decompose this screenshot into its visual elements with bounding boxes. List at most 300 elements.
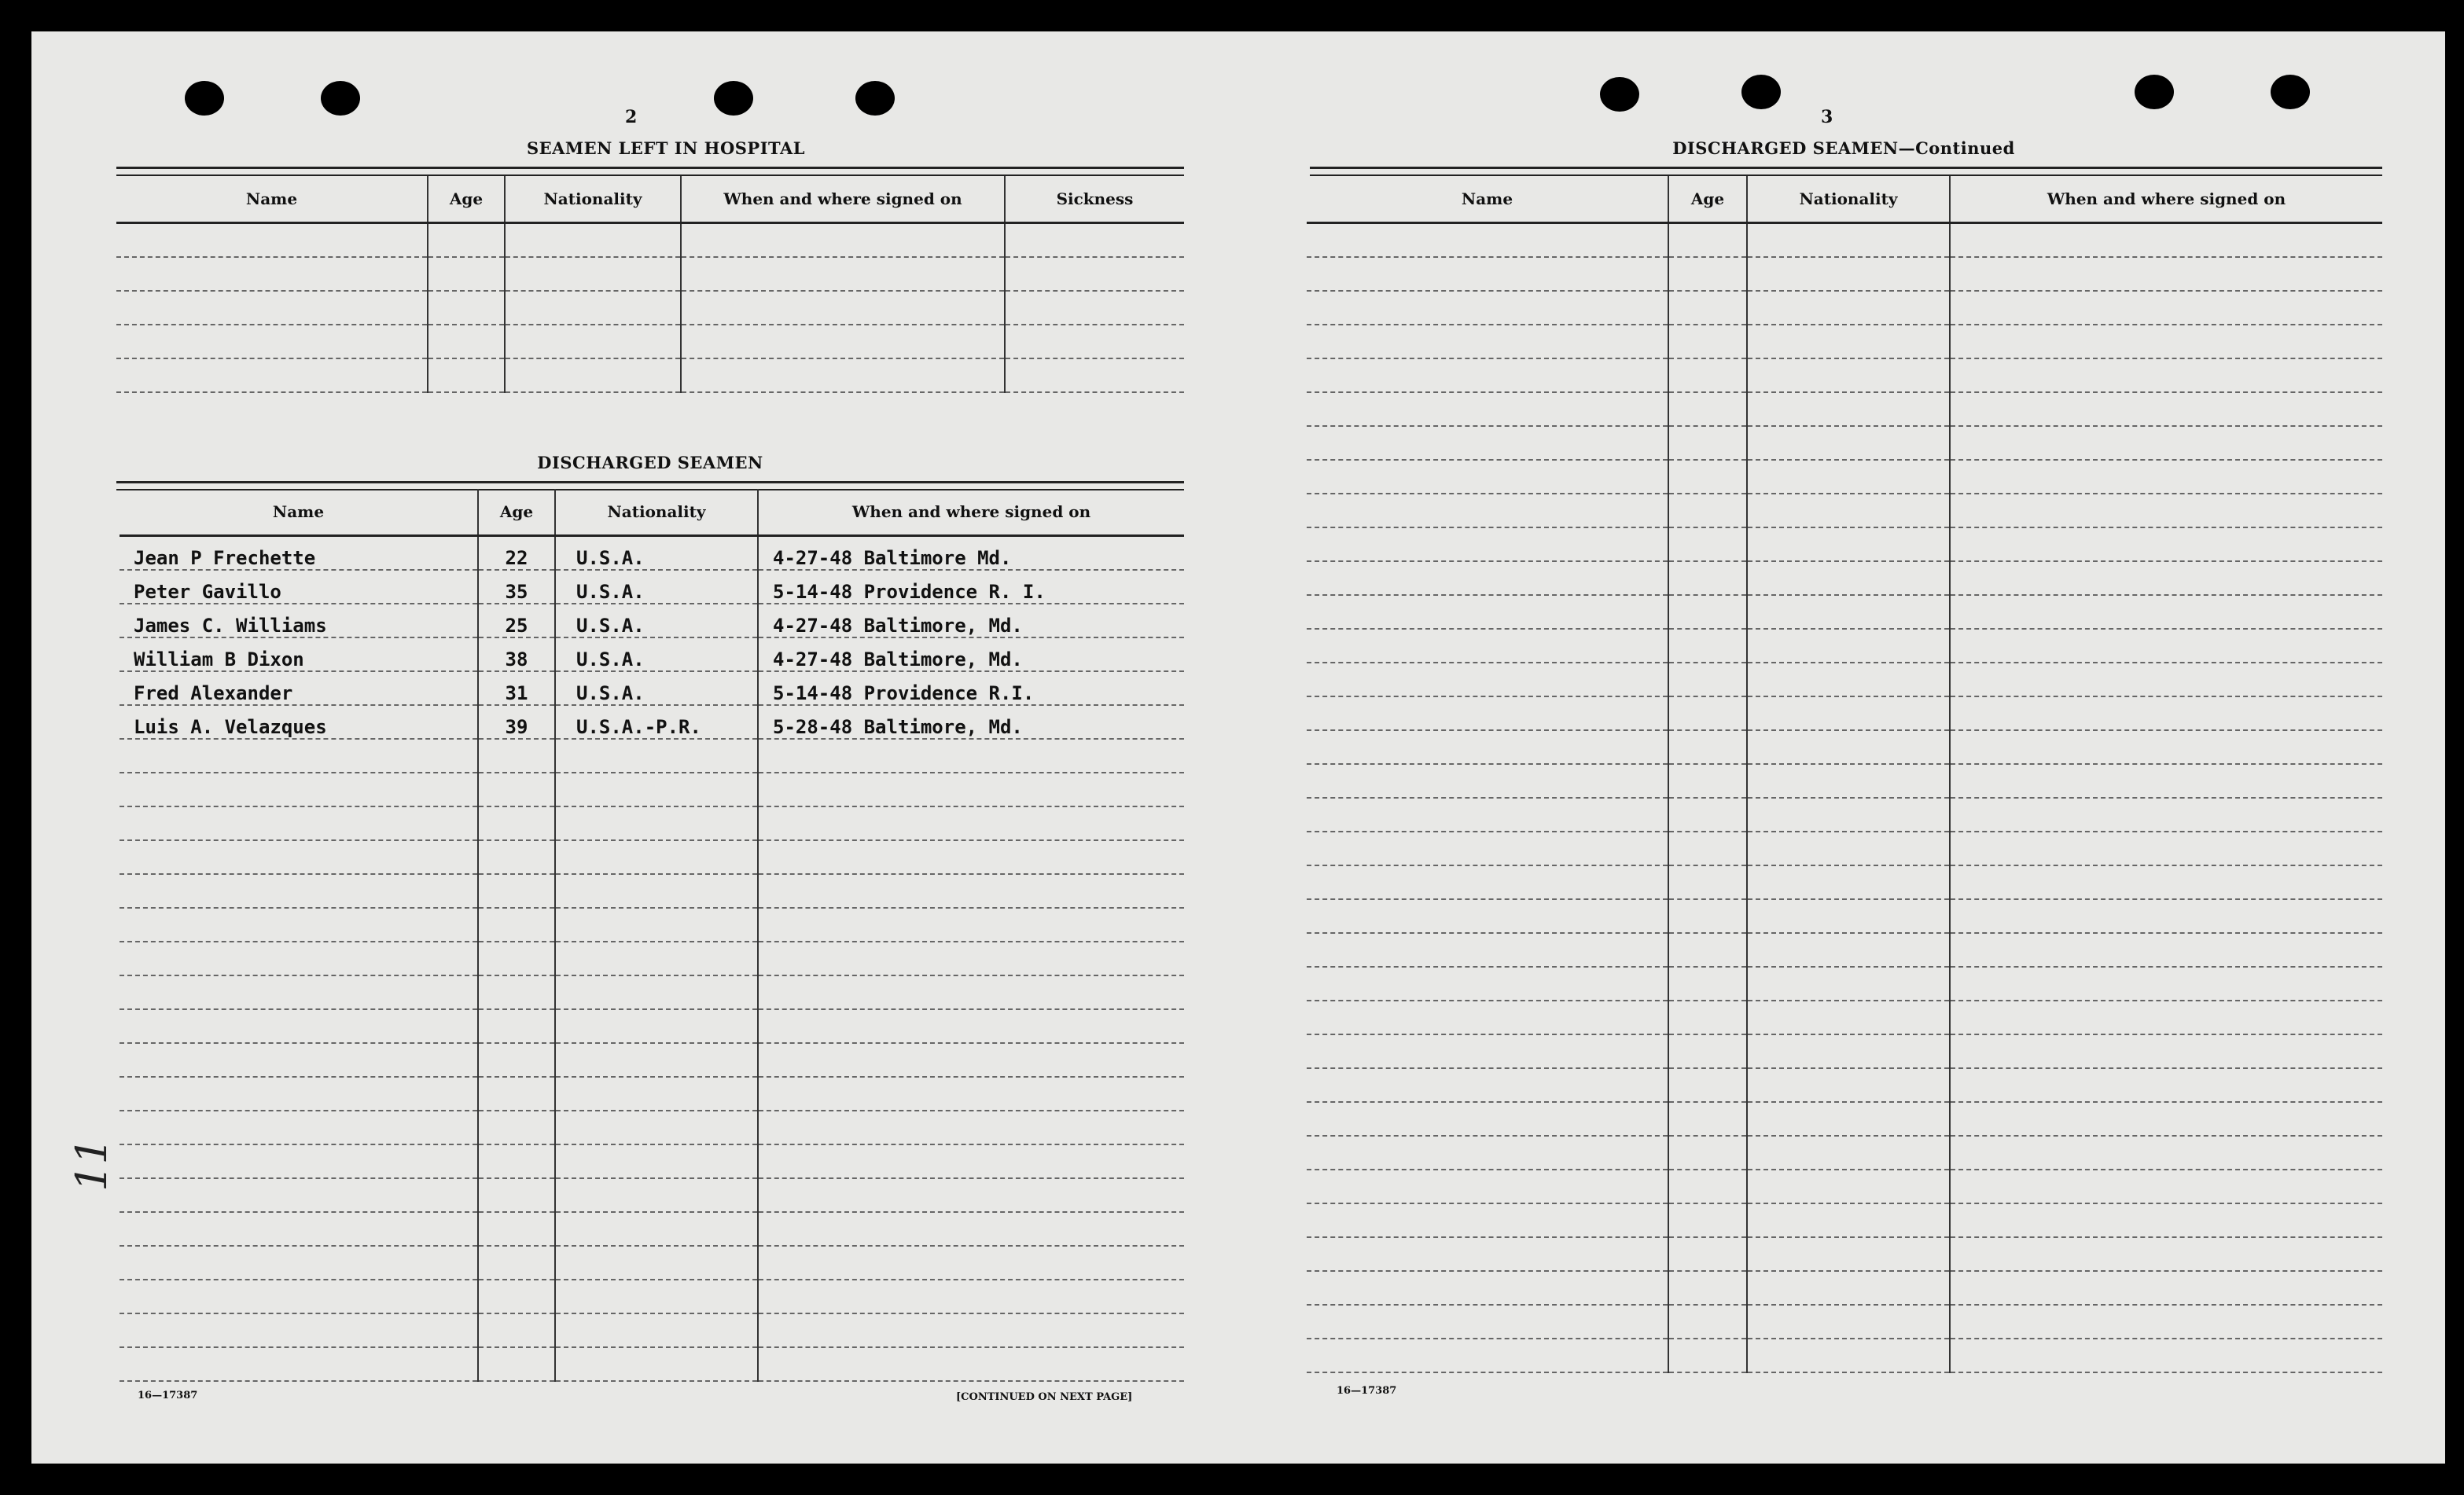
punch-hole <box>1741 75 1781 109</box>
age-cell <box>1668 1305 1747 1339</box>
name-cell <box>1307 561 1668 595</box>
punch-hole <box>714 81 753 116</box>
table-row <box>1307 832 2382 865</box>
age-cell <box>1668 832 1747 865</box>
name-cell <box>120 1280 478 1313</box>
signed-on-cell <box>758 1043 1184 1077</box>
name-cell <box>1307 1001 1668 1034</box>
name-cell: James C. Williams <box>120 604 478 637</box>
age-cell <box>1668 291 1747 325</box>
nationality-cell <box>1747 663 1950 696</box>
age-cell <box>1668 1170 1747 1203</box>
hospital-row <box>116 223 1184 258</box>
signed-on-cell <box>1950 933 2382 967</box>
signed-on-cell <box>1950 494 2382 527</box>
name-cell <box>120 1043 478 1077</box>
name-cell: Peter Gavillo <box>120 570 478 604</box>
signed-on-cell <box>681 291 1005 325</box>
table-row <box>1307 1271 2382 1305</box>
signed-on-cell <box>758 908 1184 942</box>
name-cell <box>1307 527 1668 561</box>
age-cell <box>1668 358 1747 392</box>
signed-on-cell <box>1950 1136 2382 1170</box>
col-header-signed-on: When and where signed on <box>758 489 1184 536</box>
nationality-cell <box>555 1043 758 1077</box>
name-cell <box>120 773 478 806</box>
nationality-cell <box>505 358 681 392</box>
name-cell <box>1307 291 1668 325</box>
nationality-cell <box>1747 1001 1950 1034</box>
name-cell <box>120 1178 478 1212</box>
nationality-cell <box>555 975 758 1009</box>
signed-on-cell <box>758 874 1184 908</box>
age-cell <box>1668 527 1747 561</box>
name-cell <box>1307 1102 1668 1136</box>
age-cell <box>1668 392 1747 426</box>
signed-on-cell <box>758 1280 1184 1313</box>
table-row <box>1307 561 2382 595</box>
name-cell <box>1307 798 1668 832</box>
nationality-cell <box>1747 1203 1950 1237</box>
signed-on-cell <box>1950 358 2382 392</box>
signed-on-cell <box>1950 663 2382 696</box>
signed-on-cell <box>1950 1203 2382 1237</box>
name-cell <box>120 1077 478 1111</box>
discharged-header-row <box>120 489 1184 536</box>
age-cell <box>428 223 505 258</box>
age-cell <box>478 1111 555 1144</box>
nationality-cell <box>1747 764 1950 798</box>
age-cell <box>1668 426 1747 460</box>
nationality-cell <box>1747 1170 1950 1203</box>
signed-on-cell <box>1950 1305 2382 1339</box>
signed-on-cell: 4-27-48 Baltimore Md. <box>758 536 1184 571</box>
table-row <box>120 705 1184 739</box>
name-cell <box>1307 257 1668 291</box>
name-cell <box>120 908 478 942</box>
col-header-sickness: Sickness <box>1005 176 1184 223</box>
nationality-cell <box>1747 460 1950 494</box>
signed-on-cell <box>1950 1034 2382 1068</box>
table-row <box>1307 730 2382 764</box>
signed-on-cell <box>758 1178 1184 1212</box>
col-header-age: Age <box>1668 176 1747 223</box>
table-row <box>1307 426 2382 460</box>
age-cell: 35 <box>478 570 555 604</box>
name-cell <box>1307 1068 1668 1102</box>
name-cell <box>120 942 478 975</box>
signed-on-cell <box>1950 291 2382 325</box>
name-cell <box>120 975 478 1009</box>
table-row <box>1307 967 2382 1001</box>
nationality-cell <box>1747 426 1950 460</box>
age-cell <box>428 358 505 392</box>
table-row <box>120 1246 1184 1280</box>
signed-on-cell <box>1950 426 2382 460</box>
signed-on-cell: 5-28-48 Baltimore, Md. <box>758 705 1184 739</box>
name-cell: Luis A. Velazques <box>120 705 478 739</box>
section-rule <box>116 167 1184 176</box>
name-cell <box>1307 1305 1668 1339</box>
signed-on-cell <box>758 1347 1184 1381</box>
table-row <box>1307 1068 2382 1102</box>
age-cell <box>1668 865 1747 899</box>
signed-on-cell <box>1950 460 2382 494</box>
age-cell <box>478 942 555 975</box>
table-row <box>1307 223 2382 258</box>
age-cell <box>478 840 555 874</box>
name-cell <box>1307 426 1668 460</box>
nationality-cell <box>555 1212 758 1246</box>
signed-on-cell <box>681 325 1005 358</box>
nationality-cell <box>1747 933 1950 967</box>
name-cell <box>1307 832 1668 865</box>
hospital-row <box>116 257 1184 291</box>
col-header-signed-on: When and where signed on <box>1950 176 2382 223</box>
age-cell <box>1668 764 1747 798</box>
col-header-signed-on: When and where signed on <box>681 176 1005 223</box>
name-cell <box>120 1347 478 1381</box>
age-cell <box>1668 494 1747 527</box>
nationality-cell: U.S.A. <box>555 671 758 705</box>
table-row <box>1307 1237 2382 1271</box>
discharged-table <box>120 489 1184 1382</box>
nationality-cell: U.S.A.-P.R. <box>555 705 758 739</box>
signed-on-cell <box>758 942 1184 975</box>
table-row <box>1307 325 2382 358</box>
name-cell <box>1307 899 1668 933</box>
margin-handwritten-mark: 11 <box>66 1137 116 1192</box>
table-row <box>120 1347 1184 1381</box>
table-row <box>1307 798 2382 832</box>
nationality-cell <box>555 739 758 773</box>
col-header-age: Age <box>478 489 555 536</box>
age-cell <box>1668 798 1747 832</box>
name-cell <box>1307 865 1668 899</box>
signed-on-cell <box>1950 865 2382 899</box>
nationality-cell <box>1747 1339 1950 1372</box>
signed-on-cell <box>758 975 1184 1009</box>
table-row <box>120 1111 1184 1144</box>
age-cell <box>1668 223 1747 258</box>
name-cell <box>120 840 478 874</box>
table-row <box>1307 1102 2382 1136</box>
table-row <box>1307 663 2382 696</box>
nationality-cell <box>1747 1136 1950 1170</box>
nationality-cell <box>555 1313 758 1347</box>
nationality-cell <box>1747 1305 1950 1339</box>
col-header-nationality: Nationality <box>555 489 758 536</box>
discharged-section-title: DISCHARGED SEAMEN <box>537 453 763 472</box>
table-row <box>1307 865 2382 899</box>
signed-on-cell <box>1950 730 2382 764</box>
nationality-cell <box>1747 1237 1950 1271</box>
table-row <box>120 942 1184 975</box>
age-cell <box>478 975 555 1009</box>
signed-on-cell <box>758 773 1184 806</box>
age-cell: 25 <box>478 604 555 637</box>
nationality-cell <box>1747 1271 1950 1305</box>
name-cell: William B Dixon <box>120 637 478 671</box>
name-cell <box>120 1246 478 1280</box>
table-row <box>1307 460 2382 494</box>
signed-on-cell <box>1950 798 2382 832</box>
table-row <box>120 1313 1184 1347</box>
name-cell <box>120 1144 478 1178</box>
sickness-cell <box>1005 257 1184 291</box>
age-cell <box>478 1280 555 1313</box>
nationality-cell <box>1747 798 1950 832</box>
age-cell <box>428 325 505 358</box>
name-cell <box>1307 663 1668 696</box>
document-sheet <box>31 31 2445 1464</box>
signed-on-cell <box>1950 561 2382 595</box>
name-cell <box>1307 1271 1668 1305</box>
signed-on-cell <box>758 1111 1184 1144</box>
name-cell <box>1307 933 1668 967</box>
name-cell <box>1307 494 1668 527</box>
name-cell <box>1307 1136 1668 1170</box>
name-cell <box>120 1009 478 1043</box>
hospital-row <box>116 358 1184 392</box>
signed-on-cell: 5-14-48 Providence R. I. <box>758 570 1184 604</box>
name-cell <box>116 223 428 258</box>
table-row <box>1307 696 2382 730</box>
nationality-cell <box>1747 832 1950 865</box>
name-cell <box>120 1313 478 1347</box>
signed-on-cell <box>1950 696 2382 730</box>
table-row <box>1307 764 2382 798</box>
table-row <box>120 773 1184 806</box>
age-cell <box>1668 1034 1747 1068</box>
table-row <box>1307 1001 2382 1034</box>
age-cell <box>1668 1068 1747 1102</box>
name-cell: Jean P Frechette <box>120 536 478 571</box>
signed-on-cell <box>681 358 1005 392</box>
table-row <box>120 1280 1184 1313</box>
age-cell <box>478 1313 555 1347</box>
signed-on-cell <box>681 223 1005 258</box>
hospital-table <box>116 176 1184 393</box>
signed-on-cell <box>1950 527 2382 561</box>
form-number-right: 16—17387 <box>1337 1385 1397 1397</box>
nationality-cell <box>1747 865 1950 899</box>
punch-hole <box>1600 77 1639 112</box>
name-cell <box>1307 696 1668 730</box>
continued-header-row <box>1307 176 2382 223</box>
table-row <box>1307 1339 2382 1372</box>
age-cell <box>478 908 555 942</box>
age-cell <box>428 257 505 291</box>
name-cell: Fred Alexander <box>120 671 478 705</box>
age-cell: 39 <box>478 705 555 739</box>
age-cell <box>1668 561 1747 595</box>
punch-hole <box>321 81 360 116</box>
age-cell <box>1668 696 1747 730</box>
age-cell <box>1668 663 1747 696</box>
age-cell <box>478 1043 555 1077</box>
section-rule <box>1310 167 2382 176</box>
nationality-cell <box>555 1280 758 1313</box>
signed-on-cell <box>1950 325 2382 358</box>
nationality-cell <box>1747 561 1950 595</box>
col-header-name: Name <box>120 489 478 536</box>
age-cell: 22 <box>478 536 555 571</box>
name-cell <box>1307 1203 1668 1237</box>
nationality-cell <box>1747 730 1950 764</box>
signed-on-cell <box>1950 764 2382 798</box>
table-row <box>120 806 1184 840</box>
nationality-cell <box>1747 291 1950 325</box>
table-row <box>120 1212 1184 1246</box>
age-cell <box>1668 1339 1747 1372</box>
nationality-cell <box>1747 1068 1950 1102</box>
signed-on-cell: 4-27-48 Baltimore, Md. <box>758 637 1184 671</box>
continued-note: [CONTINUED ON NEXT PAGE] <box>956 1391 1133 1403</box>
nationality-cell: U.S.A. <box>555 536 758 571</box>
sickness-cell <box>1005 223 1184 258</box>
nationality-cell <box>555 1178 758 1212</box>
nationality-cell: U.S.A. <box>555 604 758 637</box>
signed-on-cell <box>758 840 1184 874</box>
name-cell <box>120 1111 478 1144</box>
table-row <box>1307 358 2382 392</box>
age-cell <box>478 739 555 773</box>
name-cell <box>116 358 428 392</box>
table-row <box>1307 392 2382 426</box>
name-cell <box>116 325 428 358</box>
age-cell <box>428 291 505 325</box>
nationality-cell <box>555 1009 758 1043</box>
nationality-cell <box>555 908 758 942</box>
table-row <box>120 1009 1184 1043</box>
table-row <box>120 1144 1184 1178</box>
age-cell <box>478 1144 555 1178</box>
table-row <box>1307 257 2382 291</box>
nationality-cell <box>555 840 758 874</box>
signed-on-cell <box>1950 899 2382 933</box>
nationality-cell <box>555 1111 758 1144</box>
name-cell <box>1307 358 1668 392</box>
nationality-cell <box>1747 527 1950 561</box>
hospital-row <box>116 291 1184 325</box>
punch-hole <box>185 81 224 116</box>
age-cell <box>1668 899 1747 933</box>
table-row <box>1307 527 2382 561</box>
table-row <box>1307 595 2382 629</box>
table-row <box>1307 1203 2382 1237</box>
sickness-cell <box>1005 325 1184 358</box>
table-row <box>1307 933 2382 967</box>
signed-on-cell <box>1950 629 2382 663</box>
nationality-cell <box>1747 392 1950 426</box>
age-cell <box>478 1009 555 1043</box>
form-number-left: 16—17387 <box>138 1390 198 1401</box>
punch-hole <box>2135 75 2174 109</box>
signed-on-cell <box>758 739 1184 773</box>
nationality-cell <box>1747 358 1950 392</box>
signed-on-cell <box>758 1313 1184 1347</box>
table-row <box>120 637 1184 671</box>
signed-on-cell: 5-14-48 Providence R.I. <box>758 671 1184 705</box>
name-cell <box>1307 967 1668 1001</box>
nationality-cell <box>1747 595 1950 629</box>
signed-on-cell <box>1950 223 2382 258</box>
age-cell <box>1668 629 1747 663</box>
age-cell <box>478 1212 555 1246</box>
nationality-cell <box>505 291 681 325</box>
age-cell <box>1668 1102 1747 1136</box>
age-cell: 38 <box>478 637 555 671</box>
nationality-cell <box>555 1246 758 1280</box>
nationality-cell <box>1747 223 1950 258</box>
signed-on-cell <box>1950 595 2382 629</box>
name-cell <box>1307 1034 1668 1068</box>
age-cell <box>1668 460 1747 494</box>
age-cell <box>1668 325 1747 358</box>
nationality-cell <box>555 942 758 975</box>
nationality-cell <box>555 874 758 908</box>
hospital-row <box>116 325 1184 358</box>
table-row <box>1307 1305 2382 1339</box>
table-row <box>120 671 1184 705</box>
signed-on-cell <box>1950 1170 2382 1203</box>
name-cell <box>116 291 428 325</box>
table-row <box>1307 291 2382 325</box>
signed-on-cell <box>1950 967 2382 1001</box>
name-cell <box>1307 730 1668 764</box>
table-row <box>1307 899 2382 933</box>
age-cell <box>1668 257 1747 291</box>
table-row <box>1307 1136 2382 1170</box>
name-cell <box>1307 460 1668 494</box>
table-row <box>1307 1170 2382 1203</box>
nationality-cell <box>1747 696 1950 730</box>
table-row <box>120 840 1184 874</box>
nationality-cell <box>555 1347 758 1381</box>
name-cell <box>1307 1237 1668 1271</box>
col-header-nationality: Nationality <box>505 176 681 223</box>
table-row <box>120 1178 1184 1212</box>
table-row <box>120 536 1184 571</box>
name-cell <box>120 806 478 840</box>
name-cell <box>1307 392 1668 426</box>
name-cell <box>1307 1170 1668 1203</box>
age-cell <box>1668 730 1747 764</box>
age-cell <box>1668 595 1747 629</box>
table-row <box>120 908 1184 942</box>
signed-on-cell <box>1950 392 2382 426</box>
col-header-name: Name <box>116 176 428 223</box>
page-number-left: 2 <box>625 107 638 127</box>
hospital-section-title: SEAMEN LEFT IN HOSPITAL <box>526 138 806 158</box>
sickness-cell <box>1005 291 1184 325</box>
nationality-cell <box>1747 494 1950 527</box>
signed-on-cell: 4-27-48 Baltimore, Md. <box>758 604 1184 637</box>
nationality-cell <box>505 223 681 258</box>
age-cell <box>1668 1001 1747 1034</box>
name-cell <box>120 739 478 773</box>
name-cell <box>120 1212 478 1246</box>
age-cell <box>1668 967 1747 1001</box>
signed-on-cell <box>1950 1271 2382 1305</box>
signed-on-cell <box>1950 257 2382 291</box>
punch-hole <box>855 81 895 116</box>
signed-on-cell <box>1950 1102 2382 1136</box>
nationality-cell <box>555 1077 758 1111</box>
age-cell <box>478 773 555 806</box>
table-row <box>120 1077 1184 1111</box>
